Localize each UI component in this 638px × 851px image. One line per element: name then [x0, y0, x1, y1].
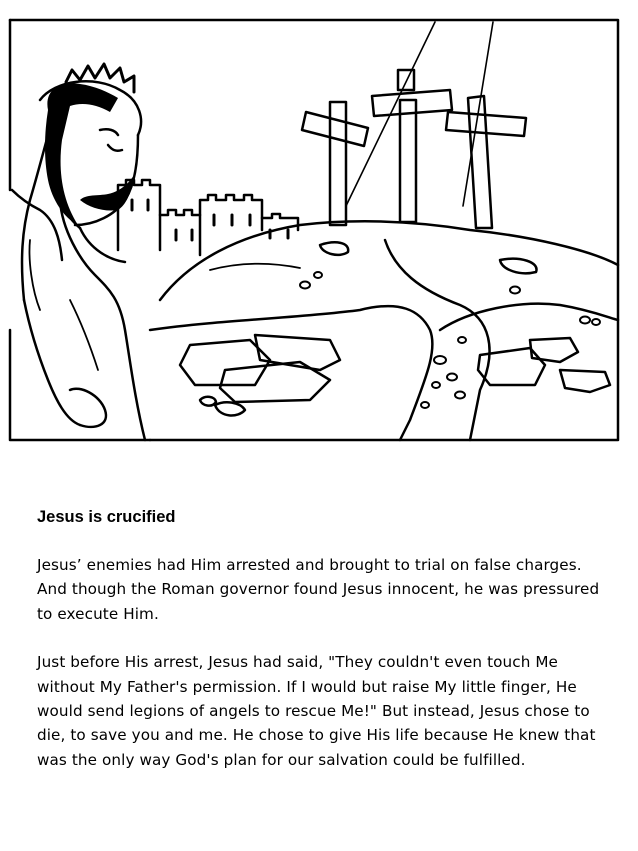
story-title: Jesus is crucified — [37, 508, 176, 526]
story-paragraph-2: Just before His arrest, Jesus had said, "They couldn't even touch Me without My Father's permission. If I would but raise My little finger, He would send legions of angels to rescue Me!" But instead, Jesus chose to die, to save you and me. He chose to give His life because He knew that was the only way God's plan for our salvation could be fulfilled. — [37, 653, 596, 769]
story-paragraph-1: Jesus’ enemies had Him arrested and brought to trial on false charges. And though the Roman governor found Jesus innocent, he was pressured to execute Him. — [37, 556, 600, 623]
story-text — [37, 505, 607, 796]
